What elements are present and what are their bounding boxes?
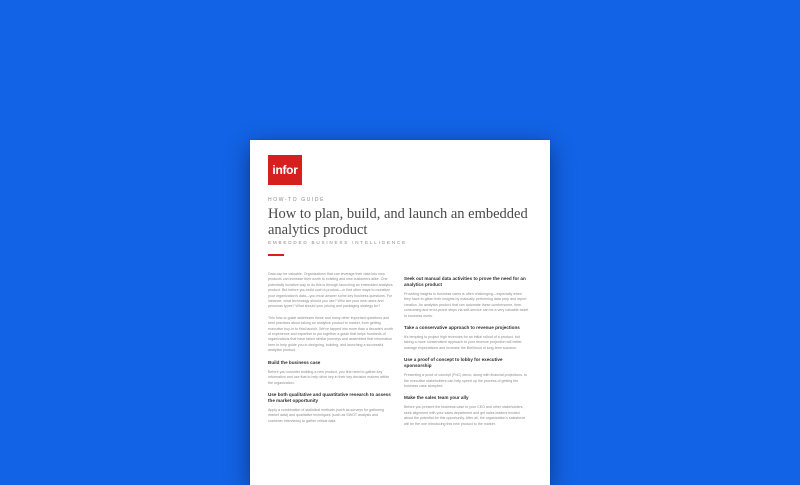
document-page bbox=[250, 140, 550, 485]
subsection-paragraph: Before you present the business case to your CEO and other stakeholders, seek alignment with your sales department and get sales leaders excited about the potential for this opportunity. After all, the organization's salesforce will be the one introducing this new product to the market. bbox=[404, 405, 526, 426]
subsection-heading: Use a proof of concept to lobby for executive sponsorship bbox=[404, 357, 503, 369]
subsection-paragraph: Presenting a proof of concept (PoC) demo, along with financial projections, to the executive stakeholders can help speed up the process of getting the business case accepted. bbox=[404, 373, 528, 389]
guide-paragraph: This how-to guide addresses these and many other important questions and best practices about taking an analytics product to market, from getting executive buy-in to final launch. We've tapped into more than a decade's worth of experience and expertise to put together a guide that helps hundreds of organizations that have taken similar journeys and assembled that information here to help guide you in designing, building, and launching a successful analytics product. bbox=[268, 315, 393, 353]
page-title: How to plan, build, and launch an embedded analytics product bbox=[268, 206, 528, 238]
left-column bbox=[268, 272, 393, 430]
accent-rule bbox=[268, 254, 284, 256]
subsection-heading: Take a conservative approach to revenue projections bbox=[404, 325, 520, 331]
infor-logo: infor bbox=[268, 155, 302, 185]
section-paragraph: Before you consider building a new product, you first need to gather key information and use that to help drive key in their key decision makers within the organization. bbox=[268, 369, 390, 385]
subsection-heading: Seek out manual data activities to prove the need for an analytics product bbox=[404, 276, 526, 287]
section-heading: Build the business case bbox=[268, 359, 321, 365]
page-subtitle: EMBEDDED BUSINESS INTELLIGENCE bbox=[268, 240, 408, 245]
subsection-paragraph: It's tempting to project high revenues for an initial rollout of a product, but taking a more conservative approach to your revenue projection will better manage expectations and increase the likelihood of long-term success. bbox=[404, 335, 522, 350]
right-column bbox=[404, 276, 529, 433]
subsection-paragraph: Apply a combination of statistical methods (such as surveys for gathering market data) and qualitative techniques (such as SWOT analysis and customer interviews) to gather critical data. bbox=[268, 407, 385, 423]
subsection-paragraph: Providing insights to business users is often challenging—especially when they have to glean their insights by manually performing data prep and report creation. An analytics product that can automate these cumbersome, time-consuming and error-prone steps via self-service can be a very valuable asset to business users. bbox=[404, 292, 529, 318]
subsection-heading: Use both qualitative and quantitative research to assess the market opportunity bbox=[268, 391, 391, 403]
subsection-heading: Make the sales team your ally bbox=[404, 395, 469, 401]
eyebrow-label: HOW-TO GUIDE bbox=[268, 197, 326, 203]
intro-paragraph: Data can be valuable. Organizations that can leverage their data into new products can increase their worth to existing and new customers alike. One potentially lucrative way to do this is through launching an embedded analytics product. But before you build such a product—or find other ways to monetize your organization's data—you must answer some key business questions. For instance, what technology should you use? Who are your new users and personas types? What should your pricing and packaging strategy be? bbox=[268, 272, 393, 309]
